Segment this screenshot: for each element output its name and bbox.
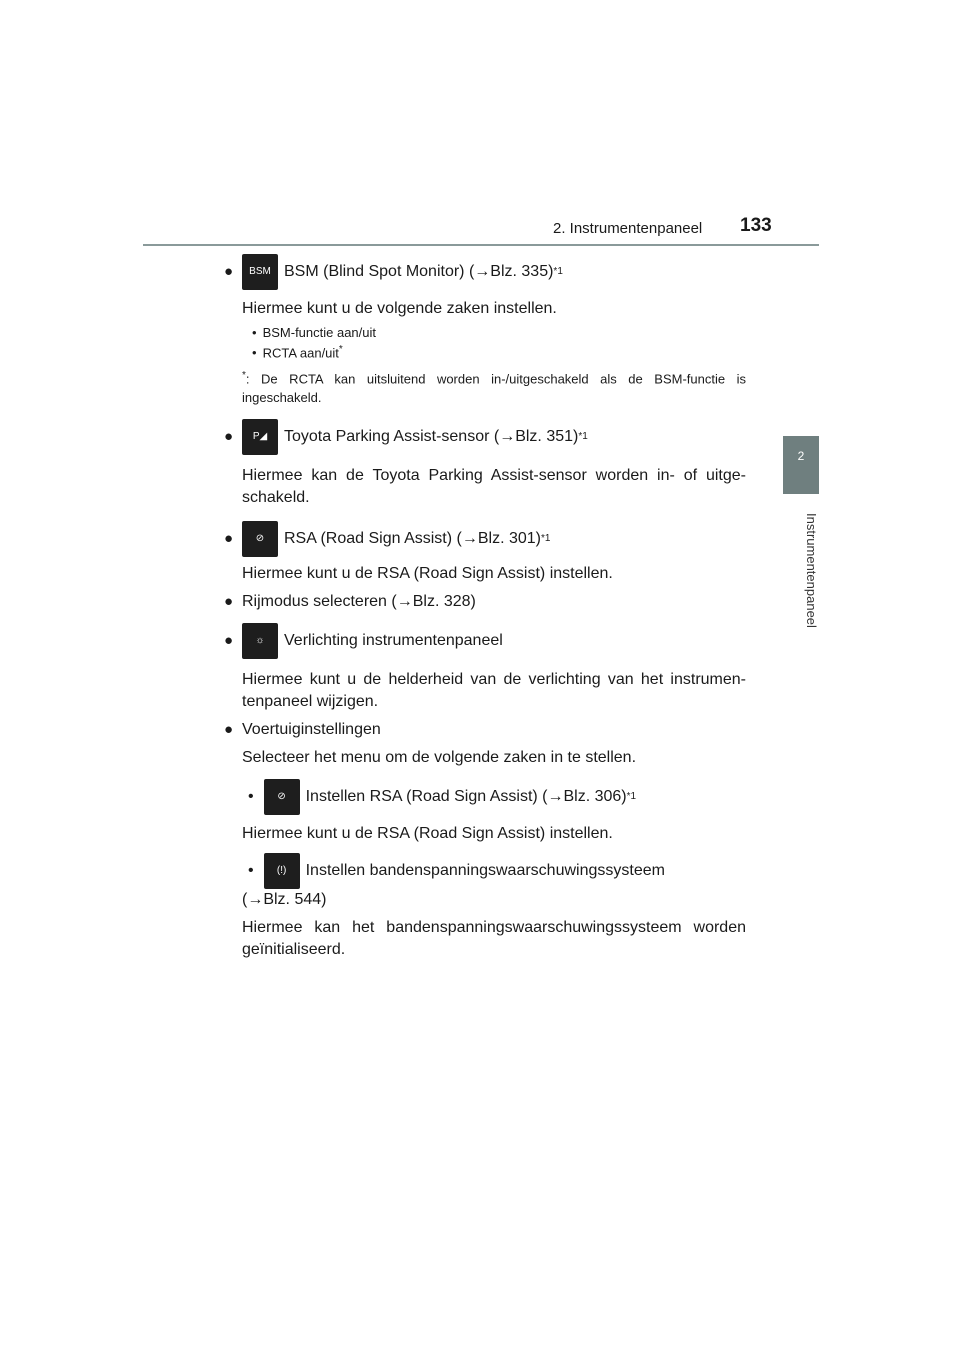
list-item: ● BSM BSM (Blind Spot Monitor) (→Blz. 335) *1 [224, 254, 746, 290]
sub-list-item: • RCTA aan/uit* [252, 344, 343, 361]
tire-pressure-icon: (!) [264, 853, 300, 889]
bullet: ● [224, 720, 234, 738]
bsm-icon: BSM [242, 254, 278, 290]
item-description: Hiermee kunt u de RSA (Road Sign Assist) instellen. [242, 564, 613, 582]
content [224, 254, 746, 961]
item-title: RSA (Road Sign Assist) (→Blz. 301) [284, 529, 541, 547]
header-rule [143, 244, 819, 246]
sub-list-item: • BSM-functie aan/uit [252, 325, 377, 340]
item-title: Verlichting instrumentenpaneel [284, 631, 503, 649]
sub-list [224, 324, 746, 361]
rsa-icon: ⊘ [242, 521, 278, 557]
bullet: ● [224, 427, 234, 445]
list-item [224, 623, 746, 659]
rsa-icon: ⊘ [264, 779, 300, 815]
bullet: • [248, 787, 254, 805]
item-description: Selecteer het menu om de volgende zaken in te stellen. [242, 748, 637, 766]
footnote: *: De RCTA kan uitsluitend worden in-/uitgeschakeld als de BSM-functie is ingeschakeld. [242, 370, 746, 405]
item-title: Toyota Parking Assist-sensor (→Blz. 351) [284, 427, 579, 445]
side-tab-label: Instrumentenpaneel [804, 512, 819, 628]
section-title: 2. Instrumentenpaneel [553, 220, 703, 237]
item-description: Hiermee kunt u de volgende zaken instellen. [242, 300, 557, 317]
bullet: ● [224, 631, 234, 649]
bullet: ● [224, 529, 234, 547]
side-tab: 2 [783, 436, 819, 494]
item-title: BSM (Blind Spot Monitor) (→Blz. 335) [284, 263, 554, 280]
bullet: ● [224, 263, 234, 280]
item-title: Instellen RSA (Road Sign Assist) (→Blz. 306) [305, 787, 627, 805]
list-item [224, 719, 746, 741]
bullet: ● [224, 592, 234, 610]
item-title: Instellen bandenspanningswaarschuwingssysteem [305, 861, 665, 879]
item-description: Hiermee kan de Toyota Parking Assist-sensor worden in- of uitge-schakeld. [242, 466, 746, 506]
item-title-continued: (→Blz. 544) [242, 890, 327, 908]
item-title: Voertuiginstellingen [242, 720, 381, 738]
page-number: 133 [740, 215, 772, 236]
parking-assist-icon: P◢ [242, 419, 278, 455]
item-description: Hiermee kunt u de helderheid van de verlichting van het instrumen-tenpaneel wijzigen. [242, 670, 746, 710]
list-item [224, 853, 746, 889]
list-item [224, 591, 746, 613]
list-item: • ⊘ Instellen RSA (Road Sign Assist) (→Blz. 306) *1 [224, 779, 746, 815]
list-item: ● ⊘ RSA (Road Sign Assist) (→Blz. 301) *1 [224, 521, 746, 557]
item-description: Hiermee kan het bandenspanningswaarschuwingssysteem worden geïnitialiseerd. [242, 918, 746, 958]
item-description: Hiermee kunt u de RSA (Road Sign Assist) instellen. [242, 824, 613, 842]
item-title: Rijmodus selecteren (→Blz. 328) [242, 592, 476, 610]
panel-lighting-icon: ☼ [242, 623, 278, 659]
list-item: ● P◢ Toyota Parking Assist-sensor (→Blz. 351) *1 [224, 419, 746, 455]
bullet: • [248, 861, 254, 879]
